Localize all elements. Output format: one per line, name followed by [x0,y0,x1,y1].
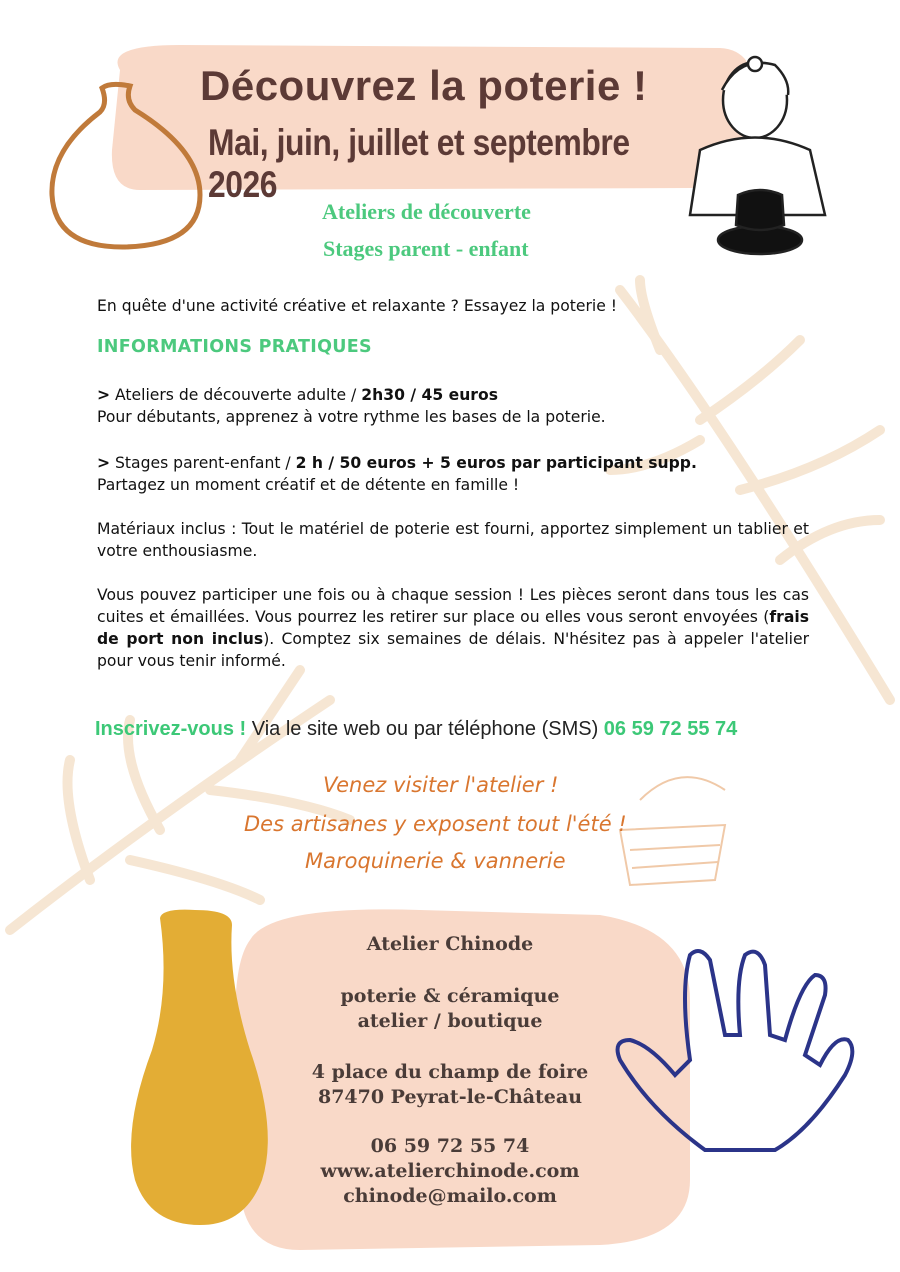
tagline-workshops: Ateliers de découverte [322,199,531,224]
participation-text-a: Vous pouvez participer une fois ou à chaque session ! Les pièces seront dans tous les cas cuites et émaillées. Vous pourrez les retirer sur place ou elles vous seront envoyées ( [97,586,809,626]
page-subtitle: Mai, juin, juillet et septembre 2026 [208,122,630,205]
intro-text: En quête d'une activité créative et relaxante ? Essayez la poterie ! [97,297,617,315]
tagline-parent-child: Stages parent - enfant [323,236,529,261]
visit-line-2: Des artisanes y exposent tout l'été ! [244,812,627,836]
card-address-1: 4 place du champ de foire [311,1061,589,1083]
visit-line-1: Venez visiter l'atelier ! [323,773,559,797]
participation-text-b: ). Comptez six semaines de délais. N'hésitez pas à appeler l'atelier pour vous tenir informé. [97,630,809,670]
item-parent-child-desc: Partagez un moment créatif et de détente en famille ! [97,476,520,494]
register-call: Inscrivez-vous ! [95,718,247,740]
item-adult-price: 2h30 / 45 euros [361,386,498,404]
item-parent-child-line [97,452,812,474]
materials-text: Matériaux inclus : Tout le matériel de poterie est fourni, apportez simplement un tablier et votre enthousiasme. [97,520,809,560]
item-adult-label: Ateliers de découverte adulte / [110,386,362,404]
card-email[interactable]: chinode@mailo.com [343,1185,557,1207]
card-name: Atelier Chinode [366,933,534,955]
card-address-2: 87470 Peyrat-le-Château [317,1086,583,1108]
participation-text [97,584,809,672]
card-phone[interactable]: 06 59 72 55 74 [370,1135,530,1157]
item-adult-workshop-line [97,384,812,406]
contact-card [270,933,630,1223]
info-heading: INFORMATIONS PRATIQUES [97,337,372,357]
register-line [95,718,737,741]
arrow-icon: > [97,386,111,404]
register-via: Via le site web ou par téléphone (SMS) [251,718,599,740]
arrow-icon: > [97,454,111,472]
item-parent-child-label: Stages parent-enfant / [110,454,296,472]
visit-line-3: Maroquinerie & vannerie [305,849,566,873]
item-parent-child [97,452,812,496]
leaf-branch-left [10,670,350,930]
card-website[interactable]: www.atelierchinode.com [320,1160,580,1182]
item-parent-child-price: 2 h / 50 euros + 5 euros par participant supp. [295,454,697,472]
page-title: Découvrez la poterie ! [200,62,648,109]
item-adult-workshop [97,384,812,428]
shipping-note: frais de port non inclus [97,608,809,648]
card-kind-1: poterie & céramique [340,985,560,1007]
basket-sketch [620,777,725,885]
item-adult-desc: Pour débutants, apprenez à votre rythme les bases de la poterie. [97,408,606,426]
register-phone[interactable]: 06 59 72 55 74 [603,718,738,740]
card-kind-2: atelier / boutique [357,1010,543,1032]
